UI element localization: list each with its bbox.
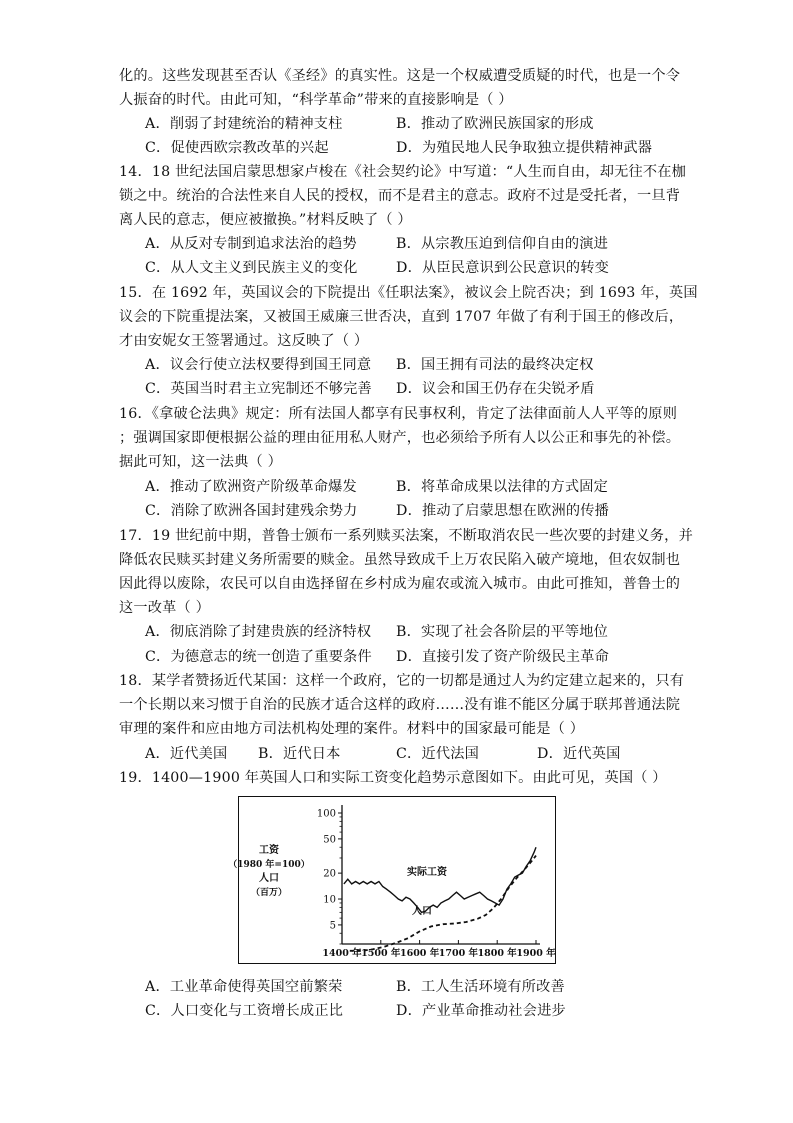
y-tick-label: 20	[323, 868, 336, 880]
y-label-wage-unit: （1980 年=100）	[228, 860, 310, 870]
q18-option-b[interactable]: B．近代日本	[258, 746, 341, 762]
q15-option-c[interactable]: C．英国当时君主立宪制还不够完善	[145, 381, 372, 397]
y-label-population-unit: （百万）	[250, 888, 288, 898]
q14-option-d[interactable]: D．从臣民意识到公民意识的转变	[396, 260, 610, 276]
y-tick-label: 100	[316, 808, 336, 820]
y-tick-label: 5	[329, 920, 336, 932]
q16-option-a[interactable]: A．推动了欧洲资产阶级革命爆发	[145, 479, 357, 495]
q18-option-c[interactable]: C．近代法国	[396, 746, 479, 762]
q17-stem-line: 这一改革（ ）	[119, 600, 211, 616]
x-tick-label: 1800 年	[477, 948, 517, 959]
x-tick-label: 1600 年	[399, 948, 440, 959]
q15-option-b[interactable]: B．国王拥有司法的最终决定权	[396, 357, 594, 373]
q16-option-d[interactable]: D．推动了启蒙思想在欧洲的传播	[396, 503, 610, 519]
q14-option-c[interactable]: C．从人文主义到民族主义的变化	[145, 260, 358, 276]
q18-stem-line: 18．某学者赞扬近代某国：这样一个政府，它的一切都是通过人为约定建立起来的，只有	[119, 673, 685, 689]
series-label-wage: 实际工资	[407, 867, 447, 878]
q19-option-c[interactable]: C．人口变化与工资增长成正比	[145, 1003, 344, 1019]
q13-option-a[interactable]: A．削弱了封建统治的精神支柱	[145, 116, 343, 132]
q18-option-d[interactable]: D．近代英国	[537, 746, 621, 762]
y-tick-label: 10	[323, 894, 336, 906]
q14-stem-line: 14．18 世纪法国启蒙思想家卢梭在《社会契约论》中写道：“人生而自由，却无往不在枷	[119, 164, 687, 180]
q14-stem-line: 离人民的意志，便应被撤换。”材料反映了（ ）	[119, 212, 412, 228]
q18-stem-line: 审理的案件和应由地方司法机构处理的案件。材料中的国家最可能是（ ）	[119, 721, 585, 737]
y-side-label	[228, 843, 310, 898]
series-label-population: 人口	[412, 906, 432, 917]
y-label-wage: 工资	[259, 845, 279, 856]
q15-option-d[interactable]: D．议会和国王仍存在尖锐矛盾	[396, 381, 595, 397]
x-tick-label: 1900 年	[516, 948, 556, 959]
chart-plot	[317, 805, 556, 959]
q14-option-a[interactable]: A．从反对专制到追求法治的趋势	[145, 236, 357, 252]
q17-option-d[interactable]: D．直接引发了资产阶级民主革命	[396, 649, 610, 665]
q13-option-b[interactable]: B．推动了欧洲民族国家的形成	[396, 116, 594, 132]
population-wage-chart	[228, 796, 556, 964]
q13-stem-line: 化的。这些发现甚至否认《圣经》的真实性。这是一个权威遭受质疑的时代，也是一个令	[119, 68, 681, 84]
q13-stem-line: 人振奋的时代。由此可知，“科学革命”带来的直接影响是（ ）	[119, 92, 513, 108]
q18-stem-line: 一个长期以来习惯于自治的民族才适合这样的政府……没有谁不能区分属于联邦普通法院	[119, 697, 681, 713]
q17-stem-line: 降低农民赎买封建义务所需要的赎金。虽然导致成千上万农民陷入破产境地，但农奴制也	[119, 552, 681, 568]
q16-stem-line: 16．《拿破仑法典》规定：所有法国人都享有民事权利，肯定了法律面前人人平等的原则	[119, 406, 678, 422]
q19-option-d[interactable]: D．产业革命推动社会进步	[396, 1003, 566, 1019]
q19-stem-line: 19．1400—1900 年英国人口和实际工资变化趋势示意图如下。由此可见，英国（ ）	[119, 770, 667, 786]
q17-option-a[interactable]: A．彻底消除了封建贵族的经济特权	[145, 624, 372, 640]
q17-stem-line: 17．19 世纪前中期，普鲁士颁布一系列赎买法案，不断取消农民一些次要的封建义务，并	[119, 528, 693, 544]
q19-option-b[interactable]: B．工人生活环境有所改善	[396, 979, 565, 995]
x-tick-label: 1500 年	[361, 948, 401, 959]
q16-stem-line: 据此可知，这一法典（ ）	[119, 454, 282, 470]
q15-stem-line: 15．在 1692 年，英国议会的下院提出《任职法案》，被议会上院否决；到 1693 年，英国	[119, 285, 698, 301]
q13-option-c[interactable]: C．促使西欧宗教改革的兴起	[145, 140, 329, 156]
wage-series-line	[344, 847, 536, 912]
chart-svg	[228, 797, 556, 962]
q16-option-b[interactable]: B．将革命成果以法律的方式固定	[396, 479, 609, 495]
x-tick-label: 1700 年	[438, 948, 479, 959]
q15-stem-line: 议会的下院重提法案，又被国王威廉三世否决，直到 1707 年做了有利于国王的修改后，	[119, 309, 684, 325]
q14-stem-line: 锁之中。统治的合法性来自人民的授权，而不是君主的意志。政府不过是受托者，一旦背	[119, 188, 681, 204]
q16-option-c[interactable]: C．消除了欧洲各国封建残余势力	[145, 503, 358, 519]
q17-option-b[interactable]: B．实现了社会各阶层的平等地位	[396, 624, 609, 640]
q14-option-b[interactable]: B．从宗教压迫到信仰自由的演进	[396, 236, 609, 252]
x-tick-label: 1400 年	[322, 948, 362, 959]
q17-stem-line: 因此得以废除，农民可以自由选择留在乡村成为雇农或流入城市。由此可推知，普鲁士的	[119, 576, 681, 592]
q15-option-a[interactable]: A．议会行使立法权要得到国王同意	[145, 357, 372, 373]
q13-option-d[interactable]: D．为殖民地人民争取独立提供精神武器	[396, 140, 653, 156]
q18-option-a[interactable]: A．近代美国	[145, 746, 228, 762]
y-tick-label: 50	[323, 834, 336, 846]
q17-option-c[interactable]: C．为德意志的统一创造了重要条件	[145, 649, 372, 665]
q16-stem-line: ；强调国家即便根据公益的理由征用私人财产，也必须给予所有人以公正和事先的补偿。	[119, 430, 681, 446]
q15-stem-line: 才由安妮女王签署通过。这反映了（ ）	[119, 333, 369, 349]
q19-option-a[interactable]: A．工业革命使得英国空前繁荣	[145, 979, 343, 995]
y-label-population: 人口	[259, 873, 279, 884]
